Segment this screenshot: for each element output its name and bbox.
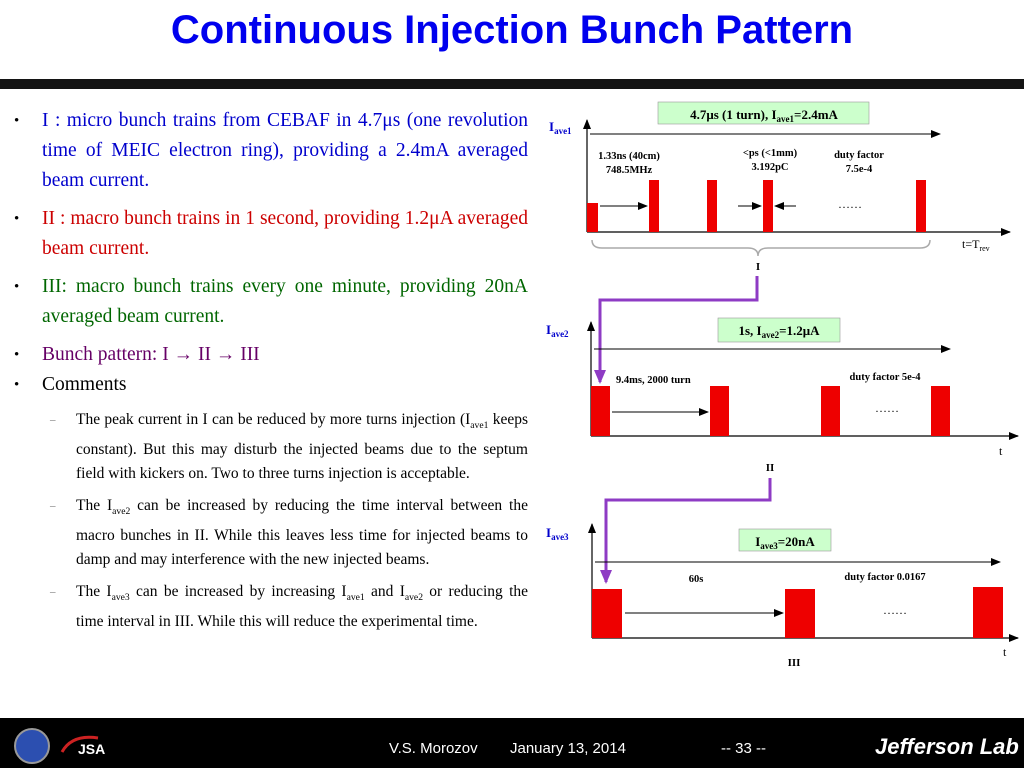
panel1-note1-line2: 748.5MHz xyxy=(605,165,653,176)
panel3-box-label: $I_{ave3}=20nA$ xyxy=(755,534,815,551)
panel2-note1: 9.4ms, 2000 turn xyxy=(616,375,691,386)
panel1-bunch xyxy=(707,180,717,232)
panel3-dots: …… xyxy=(883,603,907,617)
panel1-bunch xyxy=(587,203,598,232)
doe-seal-icon xyxy=(14,728,50,764)
panel-1 xyxy=(549,102,1010,273)
panel1-bunch xyxy=(916,180,926,232)
panel3-note1: 60s xyxy=(688,574,704,585)
panel2-bunch xyxy=(821,386,840,436)
panel1-bunch xyxy=(763,180,773,232)
panel1-t-label: $t=T_{rev}$ xyxy=(962,237,990,253)
panel2-bunch xyxy=(710,386,729,436)
panel2-ylabel: $I_{ave2}$ xyxy=(546,322,569,339)
footer-page-number: -- 33 -- xyxy=(721,740,766,757)
page-title: Continuous Injection Bunch Pattern xyxy=(170,8,854,52)
footer-date: January 13, 2014 xyxy=(510,740,626,757)
title-divider xyxy=(0,79,1024,89)
panel1-note1-line1: 1.33ns (40cm) xyxy=(598,151,660,162)
comment-1: – The peak current in I can be reduced by more turns injection ($I_{ave1}$ keeps constant). But this may disturb the injected beams due to the septum field with kickers on. Two to three turns injection is acceptable. xyxy=(14,408,528,486)
comment-3: – The $I_{ave3}$ can be increased by increasing $I_{ave1}$ and $I_{ave2}$ or reducing the time interval in III. While this will reduce the experimental time. xyxy=(14,580,528,634)
panel1-note3-line2: 7.5e-4 xyxy=(845,164,873,175)
panel1-note2-line2: 3.192pC xyxy=(751,162,789,173)
panel-2 xyxy=(546,318,1018,474)
panel2-dots: …… xyxy=(875,401,899,415)
panel3-ylabel: $I_{ave3}$ xyxy=(546,525,569,542)
bunch-pattern-diagram xyxy=(536,96,1024,676)
bullet-4: • Bunch pattern: I → II → III xyxy=(14,340,528,370)
bullet-5: • Comments xyxy=(14,370,528,400)
svg-text:JSA: JSA xyxy=(78,741,106,757)
panel-3 xyxy=(546,524,1018,669)
panel1-bunch xyxy=(649,180,659,232)
panel1-brace-label: I xyxy=(755,261,761,273)
panel3-label: III xyxy=(787,657,801,669)
panel2-note2: duty factor 5e-4 xyxy=(849,372,921,383)
panel2-bunch xyxy=(591,386,610,436)
panel3-note2: duty factor 0.0167 xyxy=(844,572,926,583)
bullet-1: • I : micro bunch trains from CEBAF in 4.7μs (one revolution time of MEIC electron ring), providing a 2.4mA averaged beam current. xyxy=(14,106,528,196)
panel1-box-label: 4.7μs (1 turn), $I_{ave1}=2.4mA$ xyxy=(690,107,838,124)
bullet-3: • III: macro bunch trains every one minute, providing 20nA averaged beam current. xyxy=(14,272,528,332)
panel1-brace xyxy=(592,240,930,256)
panel1-note2-line1: <ps (<1mm) xyxy=(742,148,798,159)
comment-2: – The $I_{ave2}$ can be increased by reducing the time interval between the macro bunches in II. While this leaves less time for injected beams to damp and may interference with the new injected beams. xyxy=(14,494,528,572)
footer-author: V.S. Morozov xyxy=(389,740,478,757)
panel3-bunch xyxy=(973,587,1003,638)
footer xyxy=(0,718,1024,768)
panel1-dots: …… xyxy=(838,197,862,211)
panel2-t-label: t xyxy=(999,444,1003,458)
bullet-list xyxy=(14,106,528,642)
panel3-bunch xyxy=(785,589,815,638)
panel2-label: II xyxy=(765,462,775,474)
panel2-bunch xyxy=(931,386,950,436)
panel1-note3-line1: duty factor xyxy=(834,150,884,161)
panel3-bunch xyxy=(592,589,622,638)
bullet-2: • II : macro bunch trains in 1 second, providing 1.2μA averaged beam current. xyxy=(14,204,528,264)
panel1-ylabel: $I_{ave1}$ xyxy=(549,119,572,136)
panel2-box-label: 1s, $I_{ave2}=1.2\mu A$ xyxy=(738,323,820,340)
jsa-logo-icon xyxy=(58,730,118,760)
jefferson-lab-logo: Jefferson Lab xyxy=(875,734,1019,759)
panel3-t-label: t xyxy=(1003,645,1007,659)
